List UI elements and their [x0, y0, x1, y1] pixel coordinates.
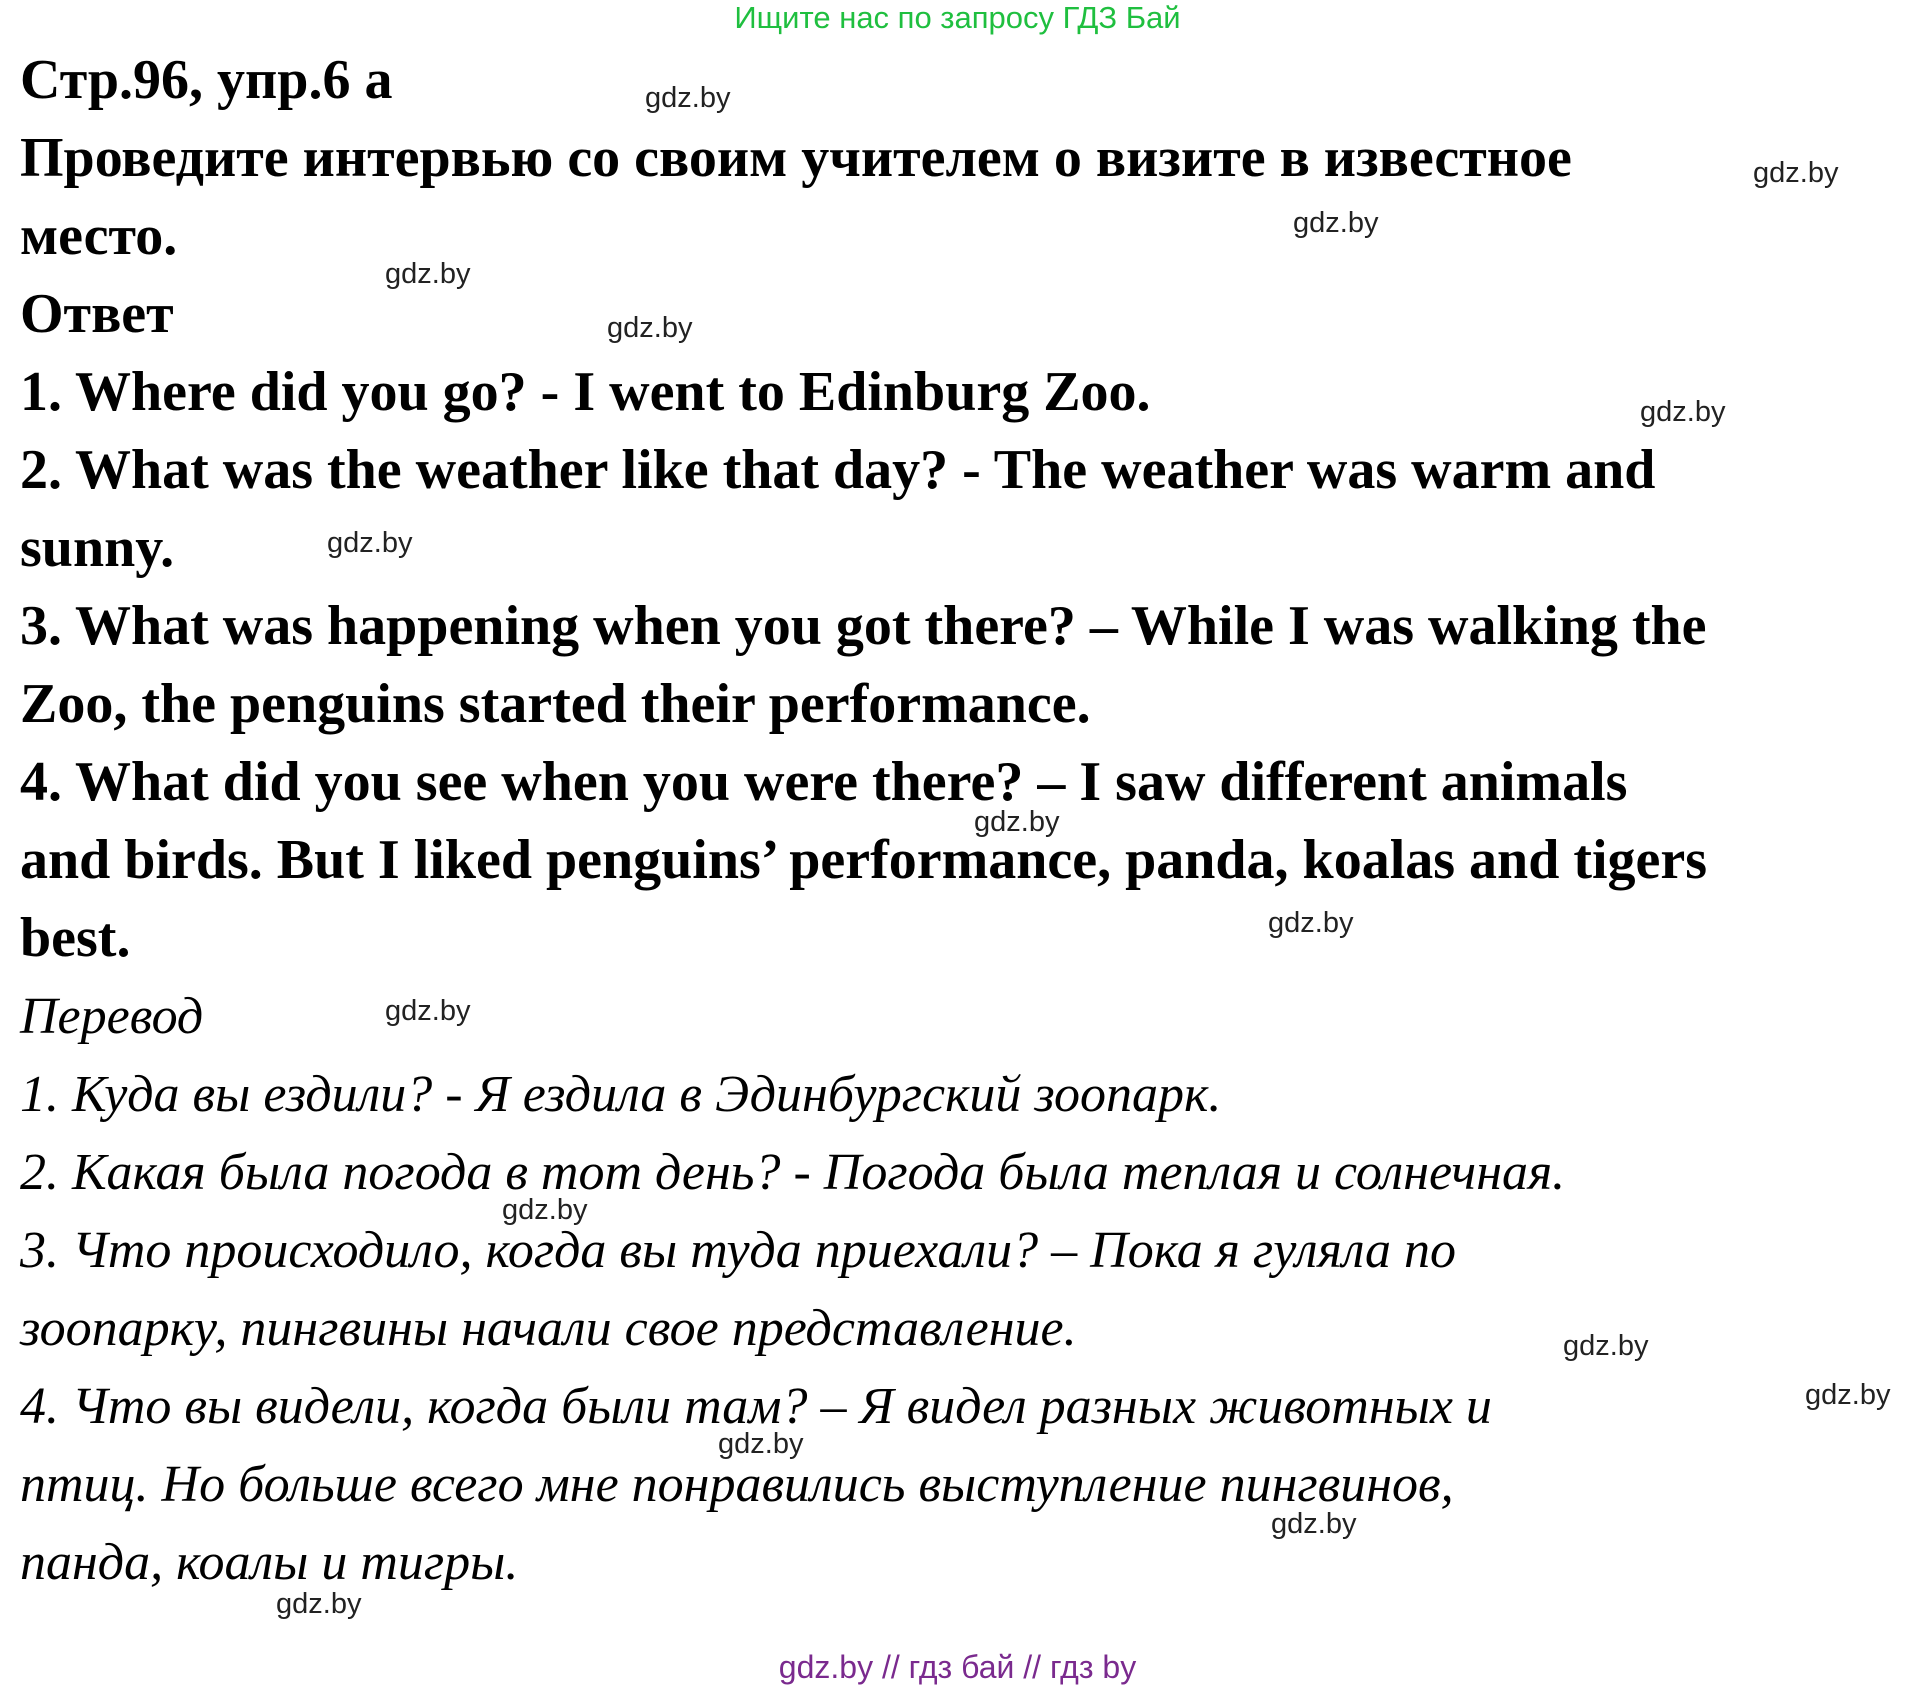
watermark: gdz.by — [385, 258, 471, 290]
answer-line: best. — [20, 907, 131, 969]
watermark: gdz.by — [1268, 907, 1354, 939]
watermark: gdz.by — [327, 527, 413, 559]
answer-line: and birds. But I liked penguins’ performance, panda, koalas and tigers — [20, 829, 1708, 891]
answer-line: 1. Where did you go? - I went to Edinburg Zoo. — [20, 361, 1151, 423]
instruction-line-1: Проведите интервью со своим учителем о визите в известное — [20, 127, 1572, 189]
watermark: gdz.by — [502, 1194, 588, 1226]
answer-heading: Ответ — [20, 283, 174, 345]
answer-line: 2. What was the weather like that day? - The weather was warm and — [20, 439, 1656, 501]
answer-line: 3. What was happening when you got there? – While I was walking the — [20, 595, 1707, 657]
watermark: gdz.by — [1271, 1508, 1357, 1540]
translation-line: 1. Куда вы ездили? - Я ездила в Эдинбургский зоопарк. — [20, 1066, 1222, 1123]
watermark: gdz.by — [1563, 1330, 1649, 1362]
translation-line: 3. Что происходило, когда вы туда приехали? – Пока я гуляла по — [20, 1222, 1457, 1279]
watermark: gdz.by — [1293, 207, 1379, 239]
translation-line: зоопарку, пингвины начали свое представление. — [20, 1300, 1077, 1357]
watermark: gdz.by — [645, 82, 731, 114]
watermark: gdz.by — [718, 1428, 804, 1460]
watermark: gdz.by — [974, 806, 1060, 838]
search-banner: Ищите нас по запросу ГДЗ Бай — [734, 0, 1181, 35]
translation-heading: Перевод — [20, 988, 204, 1045]
instruction-line-2: место. — [20, 205, 178, 267]
translation-line: 2. Какая была погода в тот день? - Погода была теплая и солнечная. — [20, 1144, 1566, 1201]
page-title: Стр.96, упр.6 а — [20, 49, 393, 111]
watermark: gdz.by — [1753, 157, 1839, 189]
watermark: gdz.by — [276, 1588, 362, 1620]
watermark: gdz.by — [385, 995, 471, 1027]
answer-line: 4. What did you see when you were there? – I saw different animals — [20, 751, 1628, 813]
translation-line: панда, коалы и тигры. — [20, 1534, 519, 1591]
watermark: gdz.by — [1640, 396, 1726, 428]
watermark: gdz.by — [1805, 1379, 1891, 1411]
translation-line: 4. Что вы видели, когда были там? – Я видел разных животных и — [20, 1378, 1492, 1435]
answer-line: sunny. — [20, 517, 175, 579]
answer-line: Zoo, the penguins started their performance. — [20, 673, 1091, 735]
watermark: gdz.by — [607, 312, 693, 344]
translation-line: птиц. Но больше всего мне понравились выступление пингвинов, — [20, 1456, 1454, 1513]
footer-links: gdz.by // гдз бай // гдз by — [778, 1649, 1137, 1685]
